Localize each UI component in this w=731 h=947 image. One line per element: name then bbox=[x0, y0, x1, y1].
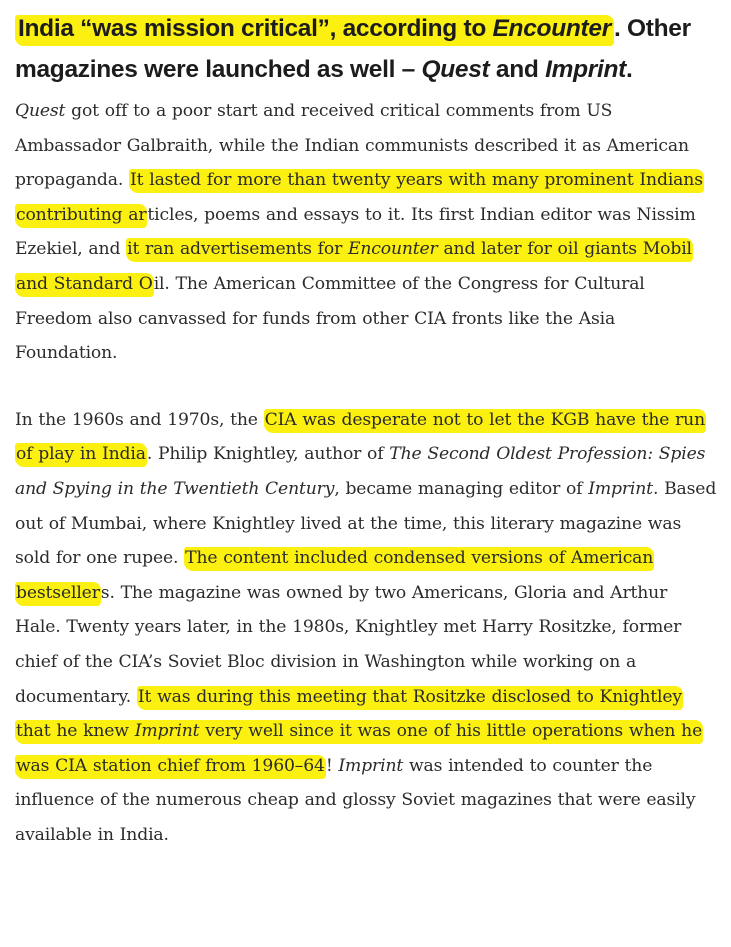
section-heading bbox=[15, 8, 717, 90]
body-text: . Philip Knightley, author of bbox=[146, 444, 390, 465]
highlight-text: and later for oil giants Mobil and Standard O bbox=[16, 239, 692, 294]
body-text: ! bbox=[325, 755, 339, 776]
heading-text: . bbox=[626, 56, 633, 83]
highlight-text: It was during this meeting that Rositzke disclosed to Knightley that he knew bbox=[16, 686, 682, 742]
highlight-text: it ran advertisements for bbox=[127, 239, 348, 260]
body-text: . Based out of Mumbai, where Knightley lived at the time, this literary magazine was sold for one rupee. bbox=[15, 478, 717, 569]
highlight: It lasted for more than twenty years with many prominent Indians contributing ar bbox=[15, 169, 704, 228]
highlight: CIA was desperate not to let the KGB have the run of play in India bbox=[15, 409, 706, 468]
paragraph-quest bbox=[15, 94, 717, 371]
body-text: was intended to counter the influence of the numerous cheap and glossy Soviet magazines that were easily available in India. bbox=[15, 755, 696, 845]
heading-highlight-text: India “was mission critical”, according to bbox=[18, 15, 493, 42]
highlight-text: very well since it was one of his little operations when he was CIA station chief from 1960–64 bbox=[16, 721, 703, 776]
heading-text: . Other magazines were launched as well – bbox=[15, 15, 691, 83]
body-text: In the 1960s and 1970s, the bbox=[15, 409, 258, 430]
body-text: s. The magazine was owned by two Americans, Gloria and Arthur Hale. Twenty years later, in the 1980s, Knightley met Harry Rositzke, former chief of the CIA’s Soviet Bloc division in Washington while working on a documentary. bbox=[15, 582, 682, 707]
body-text: , became managing editor of bbox=[334, 478, 589, 499]
encounter-title: Encounter bbox=[347, 239, 438, 260]
imprint-title: Imprint bbox=[338, 755, 404, 776]
imprint-title: Imprint bbox=[134, 721, 200, 742]
body-text: il. The American Committee of the Congress for Cultural Freedom also canvassed for funds from other CIA fronts like the Asia Foundation. bbox=[15, 273, 645, 364]
imprint-title: Imprint bbox=[588, 478, 653, 499]
quest-title: Quest bbox=[15, 101, 66, 121]
heading-imprint-title: Imprint bbox=[545, 56, 627, 83]
book-title: The Second Oldest Profession: Spies and Spying in the Twentieth Century bbox=[15, 444, 706, 499]
heading-quest-title: Quest bbox=[421, 56, 490, 83]
body-text: ticles, poems and essays to it. Its first Indian editor was Nissim Ezekiel, and bbox=[15, 204, 696, 260]
highlight bbox=[15, 15, 614, 46]
highlight: The content included condensed versions of American bestseller bbox=[15, 547, 654, 606]
heading-text: and bbox=[489, 56, 546, 83]
body-text: got off to a poor start and received critical comments from US Ambassador Galbraith, while the Indian communists described it as American propaganda. bbox=[15, 101, 689, 191]
heading-encounter-title: Encounter bbox=[492, 15, 611, 42]
paragraph-imprint bbox=[15, 403, 717, 853]
